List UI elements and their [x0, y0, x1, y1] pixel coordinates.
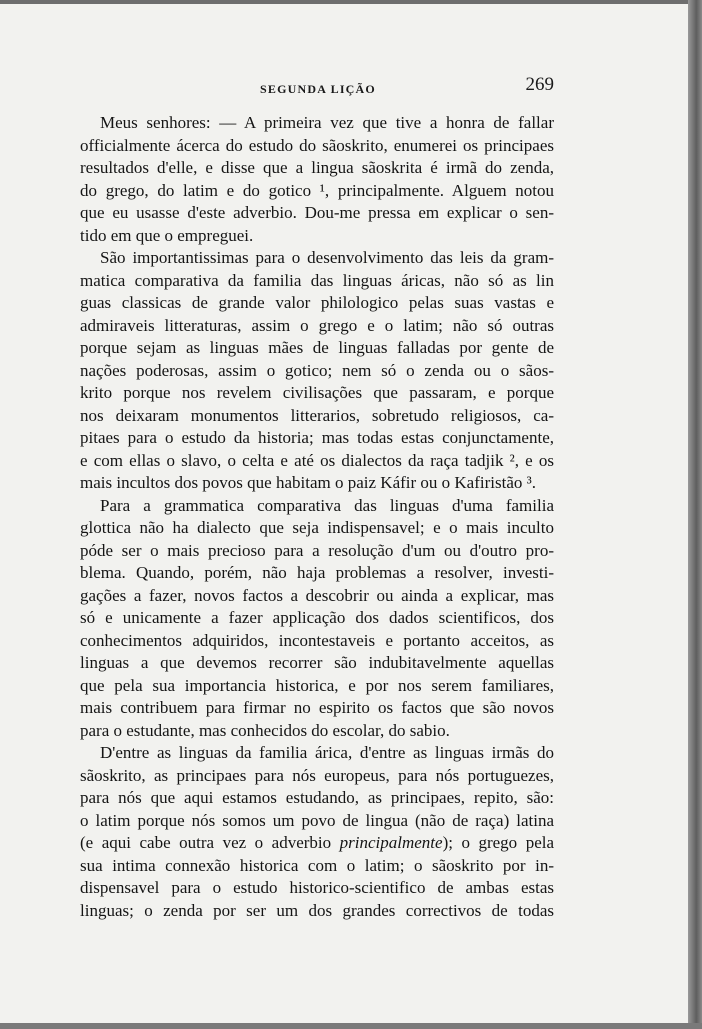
text-line: officialmente ácerca do estudo do sãoskrito, enumerei os principaes [80, 135, 554, 155]
text-line: que pela sua importancia historica, e por nos serem familiares, [80, 675, 554, 695]
text-line: linguas a que devemos recorrer são indubitavelmente aquellas [80, 653, 554, 672]
book-page [0, 4, 688, 1023]
text-line: e com ellas o slavo, o celta e até os dialectos da raça tadjik ², e os [80, 450, 554, 470]
text-line: sua intima connexão historica com o latim; o sãoskrito por in- [80, 855, 554, 875]
text-line: pitaes para o estudo da historia; mas todas estas conjunctamente, [80, 428, 554, 447]
running-head: SEGUNDA LIÇÃO [260, 82, 376, 96]
page-bottom-edge [0, 1023, 702, 1029]
paragraph [80, 112, 554, 247]
text-line: blema. Quando, porém, não haja problemas a resolver, investi- [80, 563, 554, 582]
text-line: matica comparativa da familia das linguas áricas, não só as lin [80, 270, 554, 290]
text-line: para nós que aqui estamos estudando, as principaes, repito, são: [80, 788, 554, 807]
book-spine-edge [688, 0, 702, 1029]
paragraph [80, 247, 554, 495]
text-line: sãoskrito, as principaes para nós europeus, para nós portuguezes, [80, 765, 554, 785]
text-line: krito porque nos revelem civilisações que passaram, e porque [80, 383, 554, 402]
text-line: nações poderosas, assim o gotico; nem só o zenda ou o sãos- [80, 360, 554, 380]
text-line: mais incultos dos povos que habitam o paiz Káfir ou o Kafiristão ³. [80, 473, 536, 492]
text-line: o latim porque nós somos um povo de lingua (não de raça) latina [80, 810, 554, 830]
text-line: São importantissimas para o desenvolvimento das leis da gram- [100, 248, 554, 267]
text-line: (e aqui cabe outra vez o adverbio principalmente); o grego pela [80, 833, 555, 852]
text-line: Para a grammatica comparativa das linguas d'uma familia [100, 495, 554, 515]
text-line: conhecimentos adquiridos, incontestaveis e portanto acceitos, as [80, 630, 554, 650]
text-line: Meus senhores: — A primeira vez que tive a honra de fallar [100, 113, 554, 132]
text-line: resultados d'elle, e disse que a lingua sãoskrita é irmã do zenda, [80, 158, 554, 177]
text-line: linguas; o zenda por ser um dos grandes correctivos de todas [80, 900, 554, 920]
text-line: nos deixaram monumentos litterarios, sobretudo religiosos, ca- [80, 405, 554, 425]
text-line: gações a fazer, novos factos a descobrir ou ainda a explicar, mas [80, 585, 554, 605]
text-line: dispensavel para o estudo historico-scientifico de ambas estas [80, 878, 554, 897]
paragraph [80, 742, 554, 922]
text-line: guas classicas de grande valor philologico pelas suas vastas e [80, 293, 554, 312]
text-line: póde ser o mais precioso para a resolução d'um ou d'outro pro- [80, 540, 554, 560]
text-line: mais contribuem para firmar no espirito os factos que são novos [80, 698, 554, 717]
text-line: D'entre as linguas da familia árica, d'entre as linguas irmãs do [100, 743, 554, 762]
text-line: do grego, do latim e do gotico ¹, principalmente. Alguem notou [80, 180, 554, 200]
text-line: glottica não ha dialecto que seja indispensavel; e o mais inculto [80, 518, 554, 537]
page-number: 269 [525, 74, 554, 95]
text-line: porque sejam as linguas mães de linguas falladas por gente de [80, 338, 554, 357]
text-line: que eu usasse d'este adverbio. Dou-me pressa em explicar o sen- [80, 203, 554, 222]
page-header [80, 74, 554, 102]
text-line: só e unicamente a fazer applicação dos dados scientificos, dos [80, 608, 554, 627]
text-line: admiraveis litteraturas, assim o grego e o latim; não só outras [80, 315, 554, 335]
text-line: para o estudante, mas conhecidos do escolar, do sabio. [80, 720, 450, 740]
text-line: tido em que o empreguei. [80, 225, 254, 245]
paragraph [80, 495, 554, 743]
body-text [80, 112, 554, 922]
